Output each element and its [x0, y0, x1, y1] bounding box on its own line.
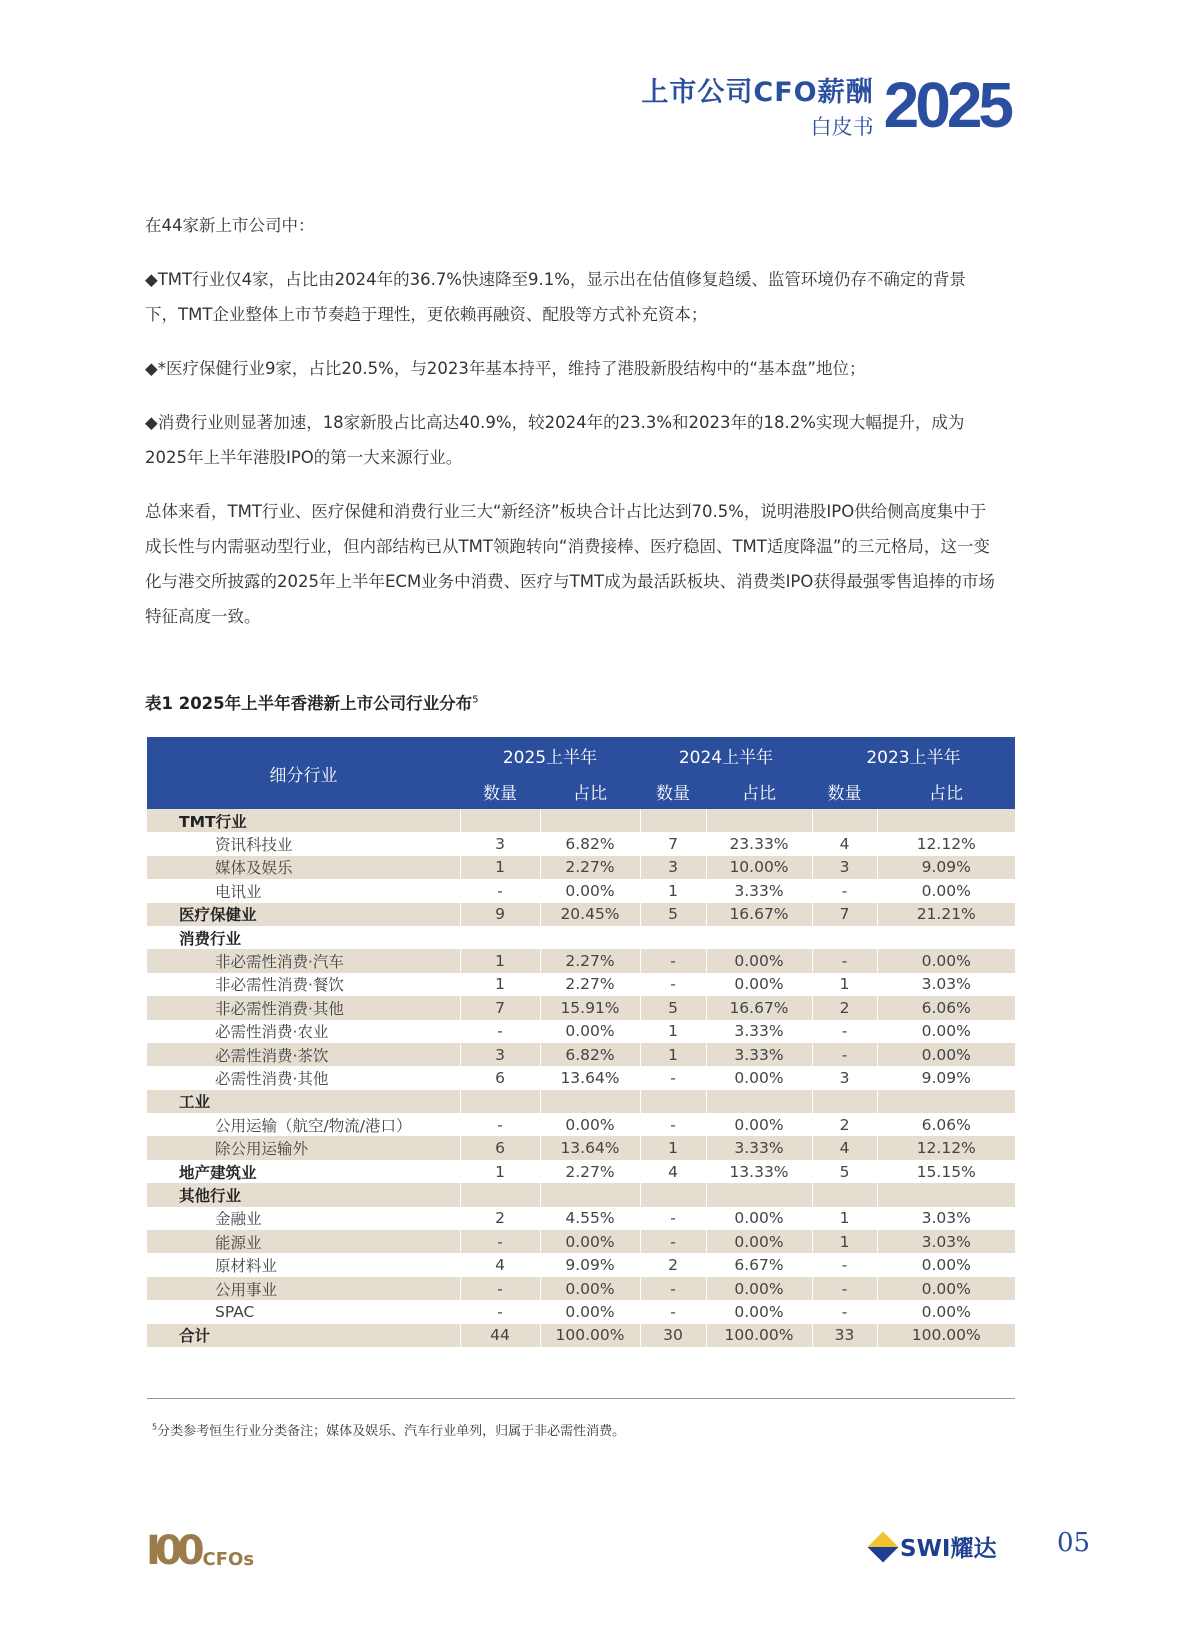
count-cell: 4: [640, 1160, 706, 1183]
share-cell: 3.33%: [706, 879, 812, 902]
share-cell: [540, 926, 640, 949]
category-label: TMT行业: [147, 809, 460, 832]
count-cell: -: [460, 1300, 540, 1323]
share-cell: [706, 926, 812, 949]
share-cell: 15.91%: [540, 996, 640, 1019]
count-cell: 7: [460, 996, 540, 1019]
100cfos-logo: [146, 1528, 254, 1574]
count-cell: 1: [460, 973, 540, 996]
category-label: 工业: [147, 1090, 460, 1113]
paragraph: 总体来看，TMT行业、医疗保健和消费行业三大“新经济”板块合计占比达到70.5%，说明港股IPO供给侧高度集中于成长性与内需驱动型行业，但内部结构已从TMT领跑转向“消费接棒、医疗稳固、TMT适度降温”的三元格局，这一变化与港交所披露的2025年上半年ECM业务中消费、医疗与TMT成为最活跃板块、消费类IPO获得最强零售追捧的市场特征高度一致。: [145, 502, 995, 626]
body-text: [145, 208, 995, 653]
count-cell: 4: [812, 832, 877, 855]
share-cell: 0.00%: [540, 1230, 640, 1253]
subcategory-label: 电讯业: [215, 882, 262, 901]
share-cell: 3.03%: [877, 1230, 1015, 1253]
table-row: [147, 1230, 1015, 1253]
paragraph: ◆TMT行业仅4家，占比由2024年的36.7%快速降至9.1%，显示出在估值修复趋缓、监管环境仍存不确定的背景下，TMT企业整体上市节奏趋于理性，更依赖再融资、配股等方式补充资本；: [145, 270, 966, 324]
table-row: [147, 949, 1015, 972]
count-cell: [460, 926, 540, 949]
count-cell: 3: [812, 1066, 877, 1089]
count-cell: -: [460, 879, 540, 902]
count-cell: 1: [640, 1043, 706, 1066]
share-cell: 9.09%: [877, 1066, 1015, 1089]
table-row: [147, 832, 1015, 855]
subcategory-label: 非必需性消费·汽车: [147, 949, 460, 972]
share-cell: [540, 809, 640, 832]
count-cell: 5: [812, 1160, 877, 1183]
subcategory-label: 必需性消费·农业: [215, 1023, 329, 1042]
paragraph: 在44家新上市公司中：: [145, 216, 315, 235]
table-row: [147, 1090, 1015, 1113]
share-cell: 2.27%: [540, 1160, 640, 1183]
share-cell: 13.64%: [540, 1066, 640, 1089]
footnote: [152, 1420, 625, 1439]
count-cell: -: [460, 1277, 540, 1300]
count-cell: -: [812, 1020, 877, 1043]
subcategory-label: 原材料业: [215, 1257, 278, 1276]
share-cell: 0.00%: [540, 1020, 640, 1043]
share-cell: 0.00%: [706, 973, 812, 996]
share-cell: [540, 1183, 640, 1206]
table-row: [147, 809, 1015, 832]
column-subheader: 占比: [706, 773, 812, 809]
share-cell: 10.00%: [706, 856, 812, 879]
share-cell: 20.45%: [540, 903, 640, 926]
count-cell: -: [812, 1253, 877, 1276]
count-cell: [640, 926, 706, 949]
subcategory-label: 能源业: [147, 1230, 460, 1253]
subcategory-label: 公用运输（航空/物流/港口）: [215, 1116, 412, 1135]
count-cell: 3: [640, 856, 706, 879]
share-cell: [877, 1090, 1015, 1113]
column-header-period: 2023上半年: [812, 737, 1015, 773]
share-cell: 0.00%: [877, 949, 1015, 972]
table-row: [147, 1066, 1015, 1089]
table-title-text: 表1 2025年上半年香港新上市公司行业分布: [145, 694, 473, 713]
count-cell: -: [640, 1207, 706, 1230]
column-subheader: 数量: [640, 773, 706, 809]
subcategory-label: 媒体及娱乐: [147, 856, 460, 879]
count-cell: -: [640, 949, 706, 972]
count-cell: -: [640, 1066, 706, 1089]
count-cell: 2: [460, 1207, 540, 1230]
table-row: [147, 926, 1015, 949]
share-cell: [877, 1183, 1015, 1206]
count-cell: 3: [460, 832, 540, 855]
share-cell: 0.00%: [706, 1300, 812, 1323]
count-cell: -: [460, 1020, 540, 1043]
share-cell: 6.67%: [706, 1253, 812, 1276]
count-cell: 1: [812, 1207, 877, 1230]
column-header-industry: 细分行业: [147, 737, 460, 809]
header-title: 上市公司CFO薪酬: [641, 76, 874, 108]
share-cell: 0.00%: [877, 879, 1015, 902]
column-subheader: 数量: [460, 773, 540, 809]
share-cell: 0.00%: [540, 1113, 640, 1136]
share-cell: 12.12%: [877, 832, 1015, 855]
table-row: [147, 879, 1015, 902]
table-title: [145, 690, 479, 714]
count-cell: -: [640, 1230, 706, 1253]
category-label: 消费行业: [179, 929, 242, 948]
paragraph: ◆*医疗保健行业9家，占比20.5%，与2023年基本持平，维持了港股新股结构中的“基本盘”地位；: [145, 359, 866, 378]
swi-logo: [872, 1530, 997, 1563]
share-cell: [706, 1183, 812, 1206]
share-cell: 2.27%: [540, 856, 640, 879]
share-cell: 0.00%: [540, 1277, 640, 1300]
count-cell: 7: [812, 903, 877, 926]
subcategory-label: 非必需性消费·餐饮: [215, 976, 344, 995]
share-cell: [706, 809, 812, 832]
count-cell: [460, 809, 540, 832]
table-row: [147, 1207, 1015, 1230]
count-cell: -: [812, 1043, 877, 1066]
swi-diamond-icon: [867, 1531, 898, 1562]
count-cell: 1: [460, 856, 540, 879]
table-row: [147, 1324, 1015, 1347]
count-cell: 9: [460, 903, 540, 926]
count-cell: 1: [460, 1160, 540, 1183]
table-row: [147, 1043, 1015, 1066]
footnote-divider: [147, 1398, 1015, 1399]
header-year: 2025: [883, 69, 1010, 141]
share-cell: 2.27%: [540, 973, 640, 996]
column-subheader: 数量: [812, 773, 877, 809]
count-cell: [812, 809, 877, 832]
share-cell: 3.33%: [706, 1020, 812, 1043]
share-cell: 23.33%: [706, 832, 812, 855]
count-cell: [812, 926, 877, 949]
share-cell: 0.00%: [877, 1300, 1015, 1323]
share-cell: 0.00%: [877, 1253, 1015, 1276]
share-cell: 9.09%: [540, 1253, 640, 1276]
subcategory-label: 必需性消费·茶饮: [147, 1043, 460, 1066]
count-cell: 7: [640, 832, 706, 855]
share-cell: 0.00%: [540, 879, 640, 902]
share-cell: 6.82%: [540, 1043, 640, 1066]
subcategory-label: 资讯科技业: [215, 836, 293, 855]
share-cell: 0.00%: [877, 1043, 1015, 1066]
count-cell: 1: [812, 1230, 877, 1253]
table-row: [147, 1277, 1015, 1300]
share-cell: [706, 1090, 812, 1113]
count-cell: -: [640, 973, 706, 996]
share-cell: 100.00%: [706, 1324, 812, 1347]
category-label: 医疗保健业: [147, 903, 460, 926]
share-cell: 0.00%: [706, 1277, 812, 1300]
count-cell: 3: [460, 1043, 540, 1066]
count-cell: [812, 1090, 877, 1113]
share-cell: 6.06%: [877, 996, 1015, 1019]
share-cell: 100.00%: [540, 1324, 640, 1347]
share-cell: 13.33%: [706, 1160, 812, 1183]
count-cell: 5: [640, 903, 706, 926]
subcategory-label: 除公用运输外: [147, 1136, 460, 1159]
count-cell: -: [812, 1277, 877, 1300]
subcategory-label: 金融业: [215, 1210, 262, 1229]
share-cell: 3.33%: [706, 1136, 812, 1159]
count-cell: 1: [640, 1136, 706, 1159]
table-row: [147, 1183, 1015, 1206]
count-cell: -: [460, 1113, 540, 1136]
share-cell: 0.00%: [706, 949, 812, 972]
count-cell: 2: [812, 1113, 877, 1136]
share-cell: 0.00%: [706, 1066, 812, 1089]
count-cell: -: [460, 1230, 540, 1253]
share-cell: 9.09%: [877, 856, 1015, 879]
count-cell: -: [640, 1277, 706, 1300]
count-cell: [812, 1183, 877, 1206]
paragraph: ◆消费行业则显著加速，18家新股占比高达40.9%，较2024年的23.3%和2023年的18.2%实现大幅提升，成为2025年上半年港股IPO的第一大来源行业。: [145, 413, 965, 467]
category-label: 地产建筑业: [179, 1163, 257, 1182]
share-cell: [877, 809, 1015, 832]
count-cell: [460, 1090, 540, 1113]
share-cell: 12.12%: [877, 1136, 1015, 1159]
table-row: [147, 1136, 1015, 1159]
count-cell: [640, 1090, 706, 1113]
count-cell: 2: [812, 996, 877, 1019]
count-cell: -: [812, 1300, 877, 1323]
footnote-ref: 5: [472, 694, 479, 706]
share-cell: 4.55%: [540, 1207, 640, 1230]
table-row: [147, 1253, 1015, 1276]
share-cell: 6.06%: [877, 1113, 1015, 1136]
count-cell: 4: [812, 1136, 877, 1159]
page-number: 05: [1057, 1528, 1091, 1558]
count-cell: -: [812, 949, 877, 972]
table-row: [147, 973, 1015, 996]
column-header-period: 2025上半年: [460, 737, 640, 773]
share-cell: 0.00%: [706, 1230, 812, 1253]
category-label: 合计: [147, 1324, 460, 1347]
industry-distribution-table: [147, 737, 1015, 1347]
count-cell: 5: [640, 996, 706, 1019]
count-cell: [460, 1183, 540, 1206]
count-cell: 30: [640, 1324, 706, 1347]
report-header: [641, 68, 1010, 142]
share-cell: 16.67%: [706, 996, 812, 1019]
share-cell: 21.21%: [877, 903, 1015, 926]
count-cell: 2: [640, 1253, 706, 1276]
count-cell: [640, 1183, 706, 1206]
subcategory-label: 公用事业: [147, 1277, 460, 1300]
logo-text: CFOs: [202, 1549, 255, 1570]
count-cell: 33: [812, 1324, 877, 1347]
share-cell: 0.00%: [706, 1113, 812, 1136]
count-cell: -: [812, 879, 877, 902]
column-subheader: 占比: [540, 773, 640, 809]
share-cell: [540, 1090, 640, 1113]
count-cell: -: [640, 1113, 706, 1136]
count-cell: 6: [460, 1136, 540, 1159]
count-cell: 1: [460, 949, 540, 972]
header-subtitle: 白皮书: [810, 114, 874, 139]
count-cell: 1: [640, 1020, 706, 1043]
share-cell: 3.03%: [877, 1207, 1015, 1230]
share-cell: 13.64%: [540, 1136, 640, 1159]
footnote-number: 5: [152, 1422, 158, 1432]
count-cell: 3: [812, 856, 877, 879]
table-row: [147, 1300, 1015, 1323]
swi-logo-text: SWI耀达: [900, 1536, 997, 1562]
share-cell: 6.82%: [540, 832, 640, 855]
share-cell: 0.00%: [706, 1207, 812, 1230]
count-cell: 1: [640, 879, 706, 902]
share-cell: 16.67%: [706, 903, 812, 926]
subcategory-label: 非必需性消费·其他: [147, 996, 460, 1019]
subcategory-label: SPAC: [215, 1302, 255, 1321]
share-cell: 3.33%: [706, 1043, 812, 1066]
table-row: [147, 1160, 1015, 1183]
table-row: [147, 1113, 1015, 1136]
share-cell: [877, 926, 1015, 949]
share-cell: 0.00%: [877, 1277, 1015, 1300]
share-cell: 100.00%: [877, 1324, 1015, 1347]
count-cell: [640, 809, 706, 832]
footnote-text: 分类参考恒生行业分类备注；媒体及娱乐、汽车行业单列，归属于非必需性消费。: [157, 1424, 626, 1439]
count-cell: -: [640, 1300, 706, 1323]
column-subheader: 占比: [877, 773, 1015, 809]
share-cell: 15.15%: [877, 1160, 1015, 1183]
share-cell: 3.03%: [877, 973, 1015, 996]
share-cell: 0.00%: [540, 1300, 640, 1323]
subcategory-label: 必需性消费·其他: [215, 1069, 329, 1088]
share-cell: 2.27%: [540, 949, 640, 972]
count-cell: 1: [812, 973, 877, 996]
count-cell: 6: [460, 1066, 540, 1089]
count-cell: 4: [460, 1253, 540, 1276]
table-row: [147, 856, 1015, 879]
table-row: [147, 1020, 1015, 1043]
count-cell: 44: [460, 1324, 540, 1347]
table-row: [147, 903, 1015, 926]
table-row: [147, 996, 1015, 1019]
category-label: 其他行业: [147, 1183, 460, 1206]
share-cell: 0.00%: [877, 1020, 1015, 1043]
column-header-period: 2024上半年: [640, 737, 812, 773]
logo-mark: I00: [146, 1528, 199, 1574]
